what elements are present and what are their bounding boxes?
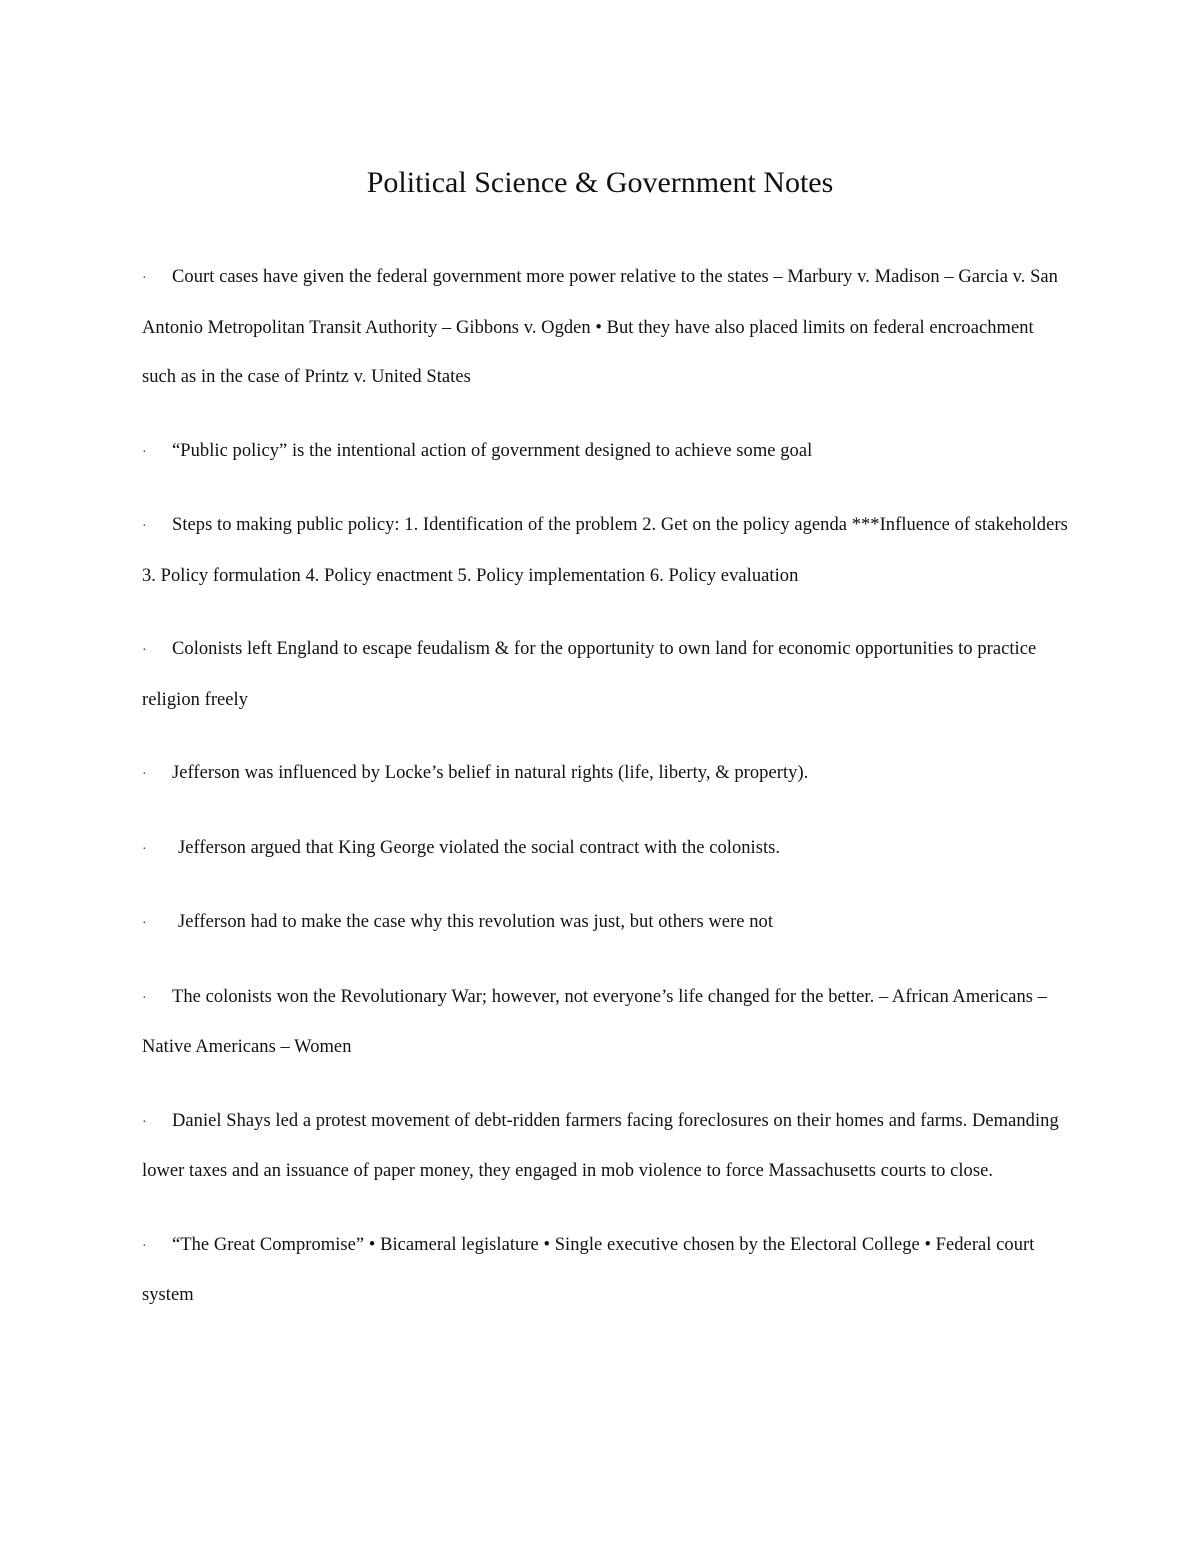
document-title: Political Science & Government Notes	[366, 166, 834, 199]
note-item	[142, 427, 1072, 478]
bullet-icon: ·	[142, 916, 147, 931]
note-item	[142, 501, 1072, 601]
note-text: Jefferson argued that King George violated the social contract with the colonists.	[178, 837, 781, 858]
note-item	[142, 1221, 1072, 1321]
note-text: Daniel Shays led a protest movement of debt-ridden farmers facing foreclosures on their homes and farms. Demanding lower taxes and an issuance of paper money, they engaged in mob violence to force Massachusetts courts to close.	[142, 1110, 1059, 1181]
bullet-icon: ·	[142, 271, 147, 286]
note-text: Jefferson was influenced by Locke’s belief in natural rights (life, liberty, & property).	[172, 763, 809, 783]
note-item	[142, 824, 1072, 875]
note-item	[142, 973, 1072, 1073]
bullet-icon: ·	[142, 767, 147, 782]
note-text: “The Great Compromise” • Bicameral legislature • Single executive chosen by the Electoral College • Federal court system	[142, 1234, 1035, 1305]
bullet-icon: ·	[142, 1238, 147, 1254]
bullet-icon: ·	[142, 1114, 147, 1130]
bullet-icon: ·	[142, 519, 147, 534]
note-item	[142, 253, 1072, 403]
note-text: The colonists won the Revolutionary War; however, not everyone’s life changed for the better. – African Americans – Native Americans – Women	[142, 986, 1047, 1057]
bullet-icon: ·	[142, 643, 147, 658]
note-item	[142, 749, 1072, 800]
note-item	[142, 1097, 1072, 1197]
note-text: Court cases have given the federal government more power relative to the states – Marbury v. Madison – Garcia v. San Antonio Metropolitan Transit Authority – Gibbons v. Ogden • But they have also placed limits on federal encroachment such as in the case of Printz v. United States	[142, 267, 1058, 387]
notes-list	[142, 253, 1072, 1345]
bullet-icon: ·	[142, 990, 147, 1006]
note-text: Jefferson had to make the case why this revolution was just, but others were not	[178, 912, 774, 932]
note-text: “Public policy” is the intentional action of government designed to achieve some goal	[172, 440, 813, 461]
note-text: Steps to making public policy: 1. Identification of the problem 2. Get on the policy agenda ***Influence of stakeholders 3. Policy formulation 4. Policy enactment 5. Policy implementation 6. Policy evaluation	[142, 515, 1068, 586]
note-item	[142, 898, 1072, 949]
bullet-icon: ·	[142, 444, 147, 460]
bullet-icon: ·	[142, 841, 147, 857]
note-text: Colonists left England to escape feudalism & for the opportunity to own land for economic opportunities to practice religion freely	[142, 639, 1037, 710]
note-item	[142, 625, 1072, 725]
